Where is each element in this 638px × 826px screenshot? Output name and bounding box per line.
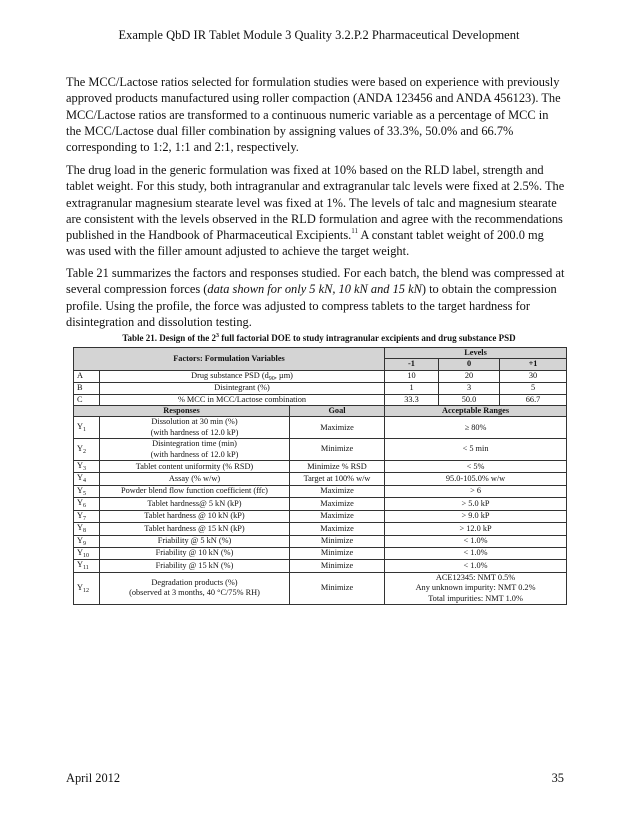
response-name-line: Powder blend flow function coefficient (ffc) — [121, 486, 268, 496]
response-symbol: Y — [77, 510, 83, 520]
factor-row — [74, 370, 567, 382]
response-range — [385, 417, 567, 439]
response-range-line: Total impurities: NMT 1.0% — [428, 593, 523, 603]
response-row — [74, 510, 567, 522]
response-name-line: Tablet hardness@ 5 kN (kP) — [147, 498, 242, 508]
response-name-line: Dissolution at 30 min (%) — [151, 417, 238, 427]
response-id — [74, 560, 100, 572]
response-symbol: Y — [77, 461, 83, 471]
response-id — [74, 523, 100, 535]
paragraph-drug-load-text: The drug load in the generic formulation was fixed at 10% based on the RLD label, strength and tablet weight. For this study, both intragranular and extragranular talc levels were fixed at 2.5%. The extragranular magnesium stearate level was fixed at 1%. The levels of talc and magnesium stearate are consistent with the levels observed in the RLD formulation and agree with the recommendations published in the Handbook of Pharmaceutical Excipients. — [66, 163, 565, 243]
response-goal: Minimize — [290, 560, 385, 572]
response-range — [385, 560, 567, 572]
responses-header: Responses — [74, 406, 290, 417]
response-subscript: 6 — [83, 503, 86, 510]
factor-name-text: Disintegrant (%) — [214, 383, 270, 393]
response-range-line: > 5.0 kP — [461, 498, 490, 508]
response-name — [100, 560, 290, 572]
response-subscript: 12 — [83, 587, 89, 594]
response-symbol: Y — [77, 443, 83, 453]
response-row — [74, 439, 567, 461]
response-name — [100, 417, 290, 439]
response-subscript: 10 — [83, 552, 89, 559]
paragraph-table-summary-text: Table 21 summarizes the factors and responses studied. For each batch, the blend was compressed at several compression forces ( — [66, 266, 565, 297]
response-id — [74, 473, 100, 485]
response-row — [74, 417, 567, 439]
response-range — [385, 535, 567, 547]
response-subscript: 8 — [83, 528, 86, 535]
response-row — [74, 535, 567, 547]
response-name-line: Friability @ 15 kN (%) — [155, 560, 234, 570]
response-row — [74, 560, 567, 572]
page-number: 35 — [551, 771, 564, 785]
response-range — [385, 461, 567, 473]
response-symbol: Y — [77, 498, 83, 508]
response-name — [100, 485, 290, 497]
factor-id: B — [74, 383, 100, 394]
factor-name — [100, 370, 385, 382]
response-range-line: 95.0-105.0% w/w — [445, 473, 506, 483]
factor-name-text: % MCC in MCC/Lactose combination — [177, 394, 307, 404]
paragraph-table-summary-italic: data shown for only 5 kN, 10 kN and 15 kN — [207, 282, 422, 297]
factor-level-value: 50.0 — [439, 394, 500, 405]
paragraph-filler-ratios: The MCC/Lactose ratios selected for formulation studies were based on experience with previously approved products manufactured using roller compaction (ANDA 123456 and ANDA 456123). The MCC/Lactose ratios are transformed to a continuous numeric variable as a percentage of MCC in the MCC/Lactose dual filler combination by assigning values of 33.3%, 50.0% and 66.7% corresponding to 1:2, 1:1 and 2:1, respectively. — [66, 75, 561, 155]
level-label: 0 — [439, 359, 500, 370]
doe-table — [73, 347, 567, 605]
response-range — [385, 485, 567, 497]
response-name — [100, 572, 290, 604]
paragraph-drug-load-text-end: A constant tablet weight of 200.0 mg was used with the filler amount adjusted to achieve the target weight. — [66, 228, 544, 259]
table-caption-text-end: full factorial DOE to study intragranular excipients and drug substance PSD — [219, 333, 516, 343]
response-goal: Minimize % RSD — [290, 461, 385, 473]
responses-header-row — [74, 406, 567, 417]
level-label: -1 — [385, 359, 439, 370]
response-symbol: Y — [77, 582, 83, 592]
response-goal: Maximize — [290, 523, 385, 535]
response-name — [100, 439, 290, 461]
paragraph-table-summary — [66, 265, 566, 330]
factors-header: Factors: Formulation Variables — [74, 348, 385, 371]
response-symbol: Y — [77, 422, 83, 432]
response-name — [100, 547, 290, 559]
response-id — [74, 547, 100, 559]
response-range — [385, 439, 567, 461]
paragraph-table-summary-text-end: ) to obtain the compression profile. Using the profile, the force was adjusted to compress tablets to the target hardness for disintegration and dissolution testing. — [66, 282, 557, 329]
response-name — [100, 535, 290, 547]
response-name-line: Assay (% w/w) — [168, 473, 221, 483]
factor-level-value: 1 — [385, 383, 439, 394]
response-id — [74, 498, 100, 510]
response-range — [385, 572, 567, 604]
factor-row — [74, 383, 567, 394]
response-row — [74, 473, 567, 485]
response-id — [74, 572, 100, 604]
goal-header: Goal — [290, 406, 385, 417]
response-range — [385, 523, 567, 535]
response-id — [74, 417, 100, 439]
response-subscript: 3 — [83, 466, 86, 473]
response-name-line: (observed at 3 months, 40 °C/75% RH) — [129, 588, 260, 598]
response-name — [100, 498, 290, 510]
response-id — [74, 535, 100, 547]
response-name-line: Tablet hardness @ 10 kN (kP) — [144, 511, 245, 521]
factor-id: C — [74, 394, 100, 405]
response-subscript: 2 — [83, 448, 86, 455]
table-caption-exponent: 3 — [216, 333, 220, 339]
factor-level-value: 33.3 — [385, 394, 439, 405]
factor-name — [100, 383, 385, 394]
response-name — [100, 473, 290, 485]
response-name-line: Disintegration time (min) — [152, 439, 237, 449]
response-row — [74, 572, 567, 604]
response-name — [100, 523, 290, 535]
response-goal: Maximize — [290, 510, 385, 522]
factor-level-value: 66.7 — [500, 394, 567, 405]
response-id — [74, 510, 100, 522]
response-range — [385, 547, 567, 559]
response-range — [385, 498, 567, 510]
reference-superscript: 11 — [351, 227, 359, 236]
response-symbol: Y — [77, 535, 83, 545]
response-symbol: Y — [77, 485, 83, 495]
response-row — [74, 461, 567, 473]
ranges-header: Acceptable Ranges — [385, 406, 567, 417]
factor-id: A — [74, 370, 100, 382]
response-range-line: < 5 min — [462, 444, 489, 454]
level-label: +1 — [500, 359, 567, 370]
response-symbol: Y — [77, 547, 83, 557]
response-range-line: Any unknown impurity: NMT 0.2% — [415, 583, 536, 593]
response-row — [74, 485, 567, 497]
response-row — [74, 523, 567, 535]
response-goal: Maximize — [290, 498, 385, 510]
response-symbol: Y — [77, 560, 83, 570]
response-id — [74, 439, 100, 461]
response-range-line: < 1.0% — [463, 536, 488, 545]
response-name-line: (with hardness of 12.0 kP) — [150, 427, 239, 437]
response-range-line: > 6 — [470, 486, 481, 496]
response-row — [74, 547, 567, 559]
response-name-line: Degradation products (%) — [151, 577, 238, 587]
response-subscript: 1 — [83, 427, 86, 434]
factor-row — [74, 394, 567, 405]
factor-level-value: 30 — [500, 370, 567, 382]
response-range — [385, 473, 567, 485]
table-caption — [0, 333, 638, 343]
factor-level-value: 3 — [439, 383, 500, 394]
response-subscript: 9 — [83, 540, 86, 547]
response-subscript: 7 — [83, 515, 86, 522]
response-goal: Minimize — [290, 439, 385, 461]
footer-date: April 2012 — [66, 771, 121, 785]
response-id — [74, 485, 100, 497]
response-range-line: > 12.0 kP — [459, 523, 492, 533]
response-symbol: Y — [77, 523, 83, 533]
response-name-line: (with hardness of 12.0 kP) — [150, 449, 239, 459]
running-header: Example QbD IR Tablet Module 3 Quality 3.2.P.2 Pharmaceutical Development — [118, 28, 520, 42]
response-range-line: > 9.0 kP — [461, 511, 490, 521]
factor-name-subscript: 90 — [268, 375, 275, 382]
response-name — [100, 461, 290, 473]
factor-level-value: 5 — [500, 383, 567, 394]
response-subscript: 11 — [83, 565, 89, 572]
response-range-line: < 5% — [466, 461, 485, 471]
response-name-line: Tablet content uniformity (% RSD) — [135, 461, 254, 471]
table-caption-text: Table 21. Design of the 2 — [122, 333, 217, 343]
response-name-line: Tablet hardness @ 15 kN (kP) — [144, 523, 245, 533]
factor-name — [100, 394, 385, 405]
paragraph-drug-load — [66, 162, 566, 260]
factor-level-value: 10 — [385, 370, 439, 382]
response-range-line: ≥ 80% — [464, 422, 487, 432]
response-name-line: Friability @ 10 kN (%) — [155, 548, 234, 558]
response-symbol: Y — [77, 473, 83, 483]
response-goal: Minimize — [290, 535, 385, 547]
levels-header: Levels — [385, 348, 567, 359]
response-row — [74, 498, 567, 510]
doe-table-body — [74, 348, 567, 605]
response-goal: Maximize — [290, 417, 385, 439]
response-subscript: 4 — [83, 478, 86, 485]
response-name — [100, 510, 290, 522]
response-id — [74, 461, 100, 473]
response-range-line: < 1.0% — [463, 548, 488, 558]
factor-name-text: Drug substance PSD (d — [191, 370, 269, 380]
response-goal: Minimize — [290, 547, 385, 559]
factor-level-value: 20 — [439, 370, 500, 382]
response-name-line: Friability @ 5 kN (%) — [157, 536, 232, 545]
response-range-line: ACE12345: NMT 0.5% — [435, 572, 516, 582]
factor-name-text-end: , µm) — [274, 370, 293, 380]
response-range — [385, 510, 567, 522]
factors-header-row — [74, 348, 567, 359]
response-goal: Minimize — [290, 572, 385, 604]
response-goal: Maximize — [290, 485, 385, 497]
response-goal: Target at 100% w/w — [290, 473, 385, 485]
response-subscript: 5 — [83, 490, 86, 497]
response-range-line: < 1.0% — [463, 560, 488, 570]
